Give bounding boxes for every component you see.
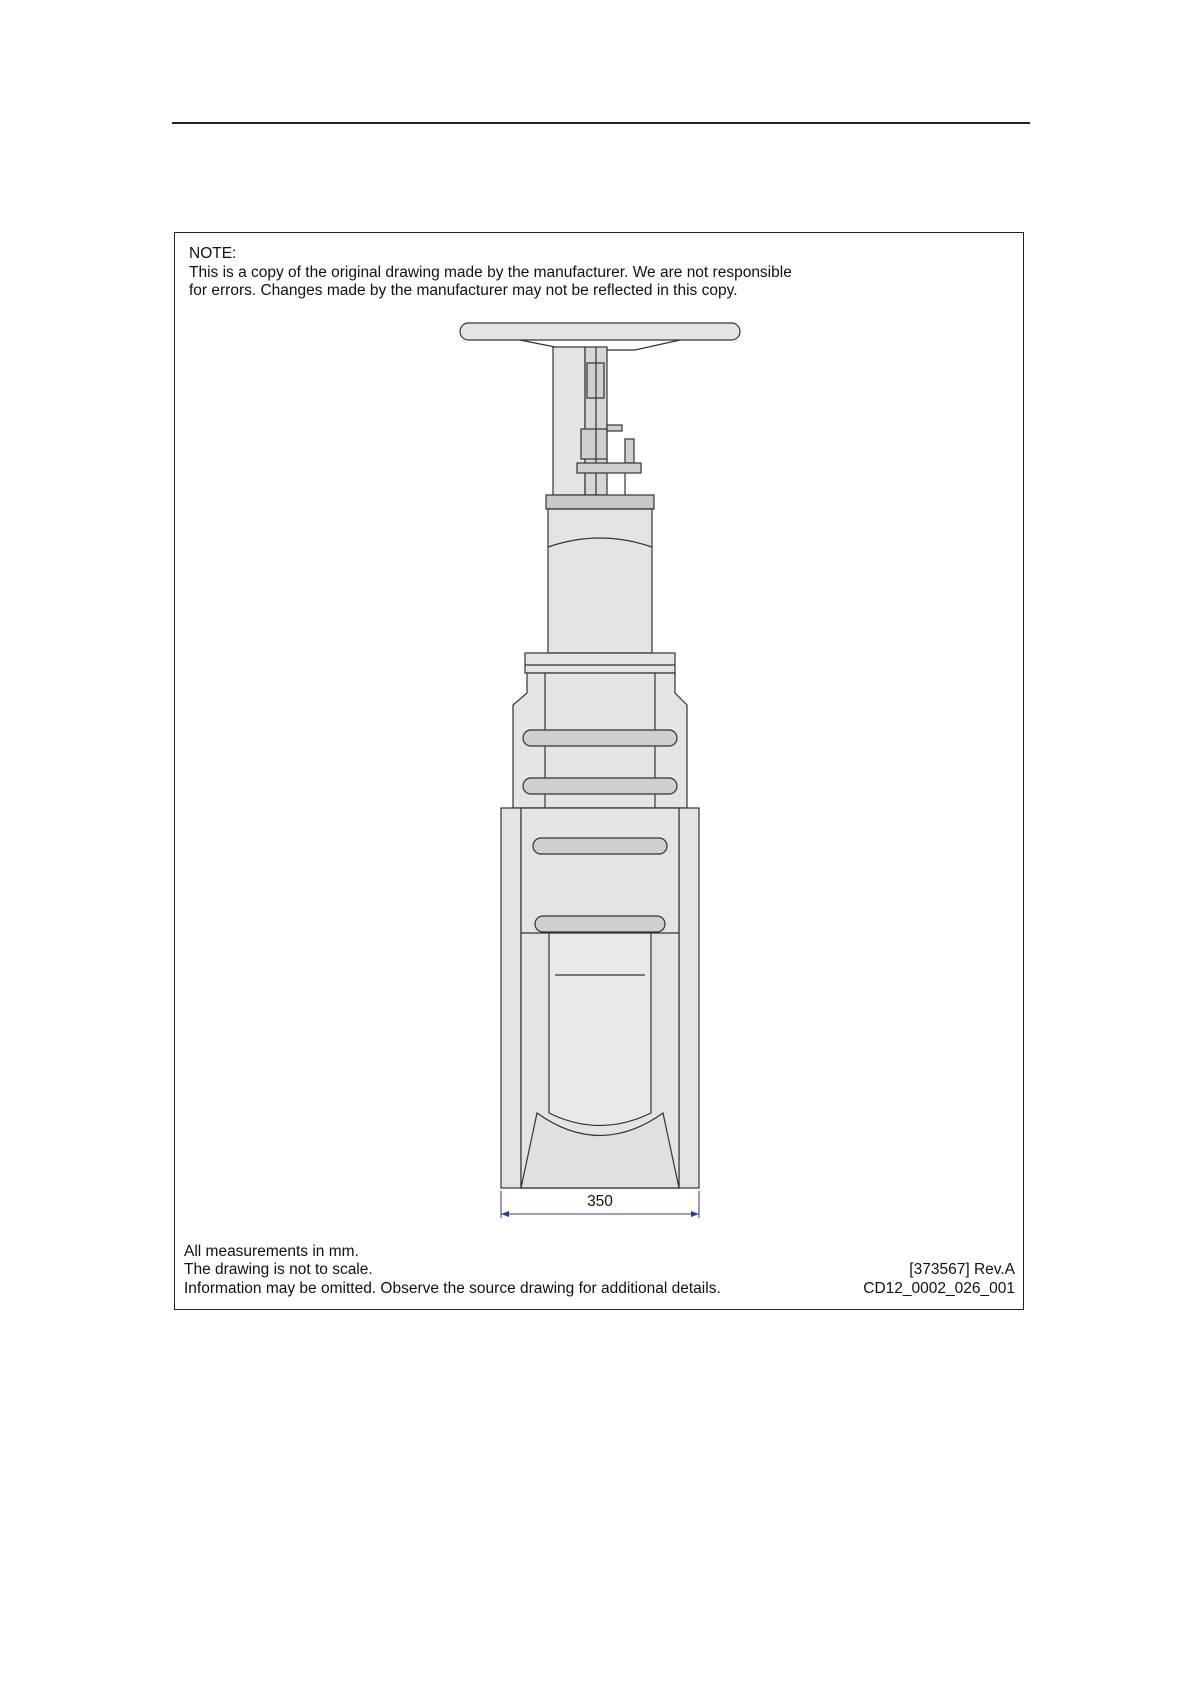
yoke-plate — [577, 463, 641, 473]
note-line-2: for errors. Changes made by the manufacturer may not be reflected in this copy. — [189, 282, 738, 299]
left-side-plate — [501, 808, 521, 1188]
gland-flange — [525, 653, 675, 673]
rib-3 — [533, 838, 667, 854]
rib-4 — [535, 916, 665, 932]
right-side-plate — [679, 808, 699, 1188]
stop-nut-upper — [607, 425, 622, 431]
bonnet-flange — [546, 495, 654, 509]
footer-scale: The drawing is not to scale. — [184, 1261, 373, 1278]
dimension-width-label: 350 — [587, 1193, 613, 1210]
dimension-arrow-right — [691, 1211, 699, 1217]
bonnet-body — [548, 509, 652, 653]
note-heading: NOTE: — [189, 245, 237, 262]
footer-measurements: All measurements in mm. — [184, 1242, 359, 1260]
revision-label: [373567] Rev.A — [909, 1261, 1015, 1278]
note-line-1: This is a copy of the original drawing made by the manufacturer. We are not responsible — [189, 263, 792, 281]
handwheel — [460, 323, 740, 340]
header-rule — [172, 122, 1030, 124]
drawing-reference — [863, 1261, 1015, 1298]
gate-blade — [549, 933, 651, 1126]
valve-drawing — [175, 233, 1025, 1311]
stem-block-lower — [581, 429, 607, 459]
dimension-arrow-left — [501, 1211, 509, 1217]
footer-omitted: Information may be omitted. Observe the source drawing for additional details. — [184, 1279, 721, 1297]
rib-2 — [523, 778, 677, 794]
stop-bolt — [625, 439, 634, 463]
footer-notes — [184, 1243, 721, 1299]
rib-1 — [523, 730, 677, 746]
drawing-number: CD12_0002_026_001 — [863, 1279, 1015, 1297]
drawing-frame — [174, 232, 1024, 1310]
